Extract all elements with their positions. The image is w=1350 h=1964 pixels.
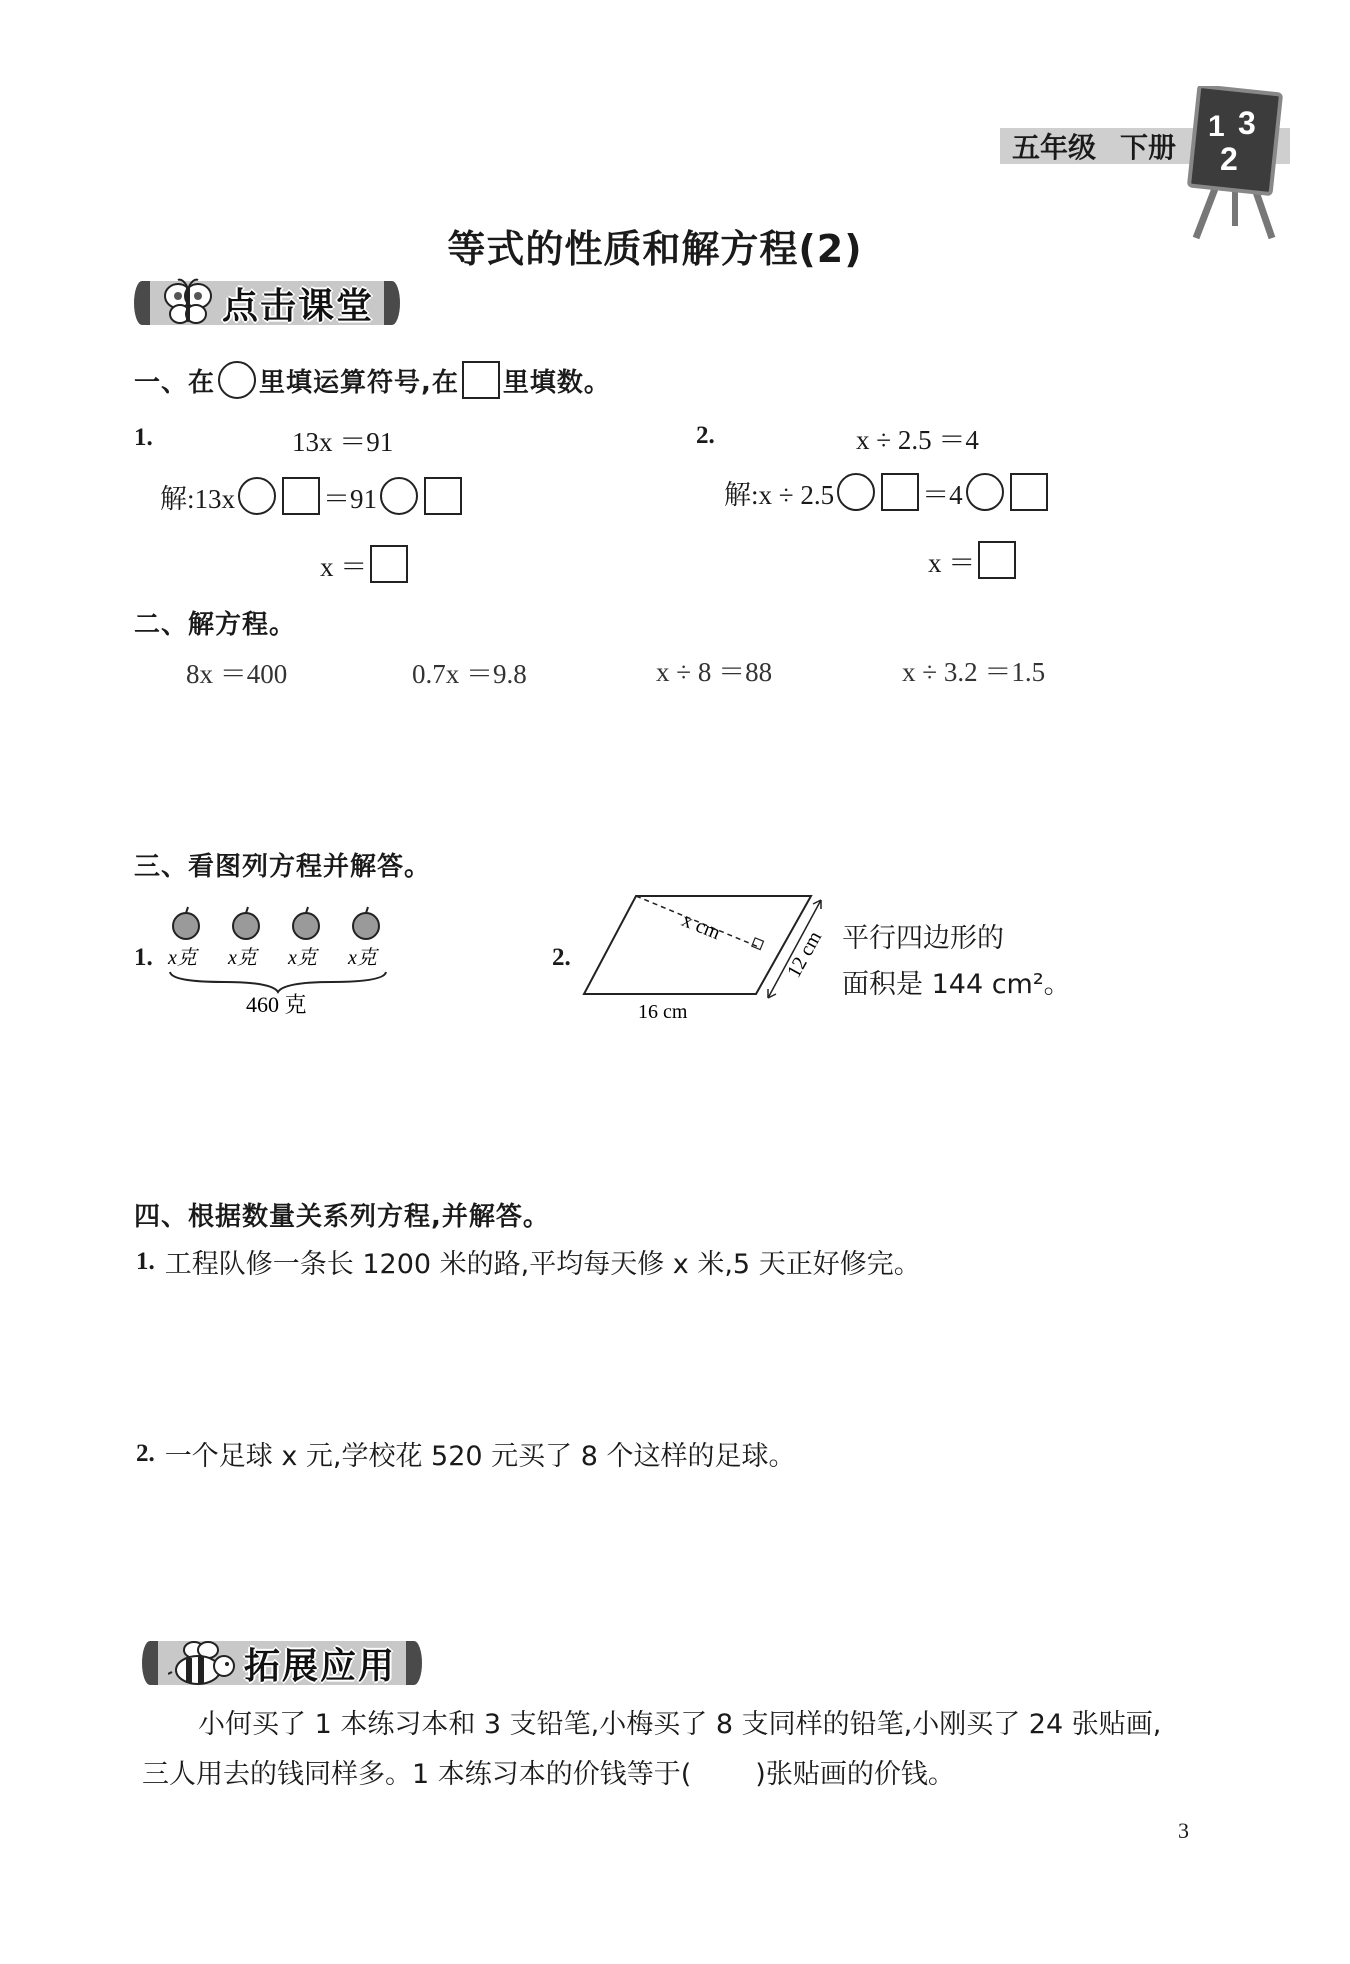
q2-equation-4: x ÷ 3.2 ＝1.5 [902, 657, 1046, 687]
butterfly-icon [160, 278, 216, 328]
banner-cap-left [142, 1641, 158, 1685]
q1-heading-mid: 里填运算符号,在 [259, 367, 459, 398]
total-brace [170, 972, 386, 992]
q1-p1-num-box-1[interactable] [282, 477, 320, 515]
banner-extension-label: 拓展应用 [244, 1645, 397, 1687]
q1-p1-op-circle-2[interactable] [380, 477, 418, 515]
q1-p1-eq-mid: ＝91 [323, 483, 378, 514]
page-number: 3 [1178, 1818, 1189, 1843]
q1-p2-solve-row [724, 468, 1051, 516]
ext-line-1: 小何买了 1 本练习本和 3 支铅笔,小梅买了 8 支同样的铅笔,小刚买了 24 张贴画, [198, 1709, 1162, 1740]
banner-cap-right [384, 281, 400, 325]
apple-icon [233, 907, 259, 939]
q1-p2-x-eq: x ＝ [928, 547, 976, 578]
q1-p1-x-eq: x ＝ [320, 551, 368, 582]
parallelogram-desc-1: 平行四边形的 [842, 923, 1004, 954]
q1-p1-op-circle-1[interactable] [238, 477, 276, 515]
apple-icon [293, 907, 319, 939]
volume-label: 下册 [1120, 131, 1177, 164]
apple-weight-label-4: x克 [348, 947, 377, 969]
banner-cap-right [406, 1641, 422, 1685]
q1-p1-equation: 13x ＝91 [292, 427, 394, 457]
q4-p2-text: 一个足球 x 元,学校花 520 元买了 8 个这样的足球。 [164, 1441, 796, 1472]
q1-p1-num-box-2[interactable] [424, 477, 462, 515]
q1-heading [134, 358, 611, 402]
q1-p1-answer-box[interactable] [370, 545, 408, 583]
q1-p2-equation: x ÷ 2.5 ＝4 [856, 425, 979, 455]
q1-p2-num-box-1[interactable] [881, 473, 919, 511]
base-label: 16 cm [638, 1001, 688, 1023]
q2-heading: 二、解方程。 [134, 610, 297, 640]
q4-p1-num: 1. [136, 1247, 155, 1275]
section-banner-class [134, 276, 400, 330]
parallelogram-desc-2: 面积是 144 cm²。 [842, 969, 1071, 1000]
square-placeholder-icon [462, 361, 500, 399]
q1-p1-x-row [320, 540, 411, 588]
q4-p2 [136, 1434, 796, 1473]
q1-p1-num: 1. [134, 424, 153, 451]
ext-line-2-b: )张贴画的价钱。 [755, 1759, 955, 1790]
section-banner-extension [142, 1636, 422, 1690]
q4-p2-num: 2. [136, 1439, 155, 1467]
ext-line-2-a: 三人用去的钱同样多。1 本练习本的价钱等于( [142, 1759, 692, 1790]
q1-p2-op-circle-2[interactable] [966, 473, 1004, 511]
q1-heading-start: 一、在 [134, 367, 216, 398]
q4-p1 [136, 1242, 921, 1281]
q1-p2-answer-box[interactable] [978, 541, 1016, 579]
banner-cap-left [134, 281, 150, 325]
q3-p2-num: 2. [552, 944, 571, 971]
diag-label: x cm [678, 909, 724, 945]
page-title: 等式的性质和解方程(2) [447, 227, 863, 271]
q3-p1-apples [164, 906, 404, 1016]
grade-label: 五年级 [1012, 131, 1097, 164]
apple-weight-label-2: x克 [228, 947, 257, 969]
apple-weight-label-3: x克 [288, 947, 317, 969]
q3-heading: 三、看图列方程并解答。 [134, 852, 432, 882]
q1-p1-solve-row [160, 472, 465, 520]
header-grade [1012, 126, 1176, 166]
q1-heading-end: 里填数。 [502, 367, 611, 398]
q1-p2-solve-prefix: 解:x ÷ 2.5 [724, 479, 835, 510]
q1-p2-num: 2. [696, 422, 715, 449]
q1-p2-num-box-2[interactable] [1010, 473, 1048, 511]
q4-p1-text: 工程队修一条长 1200 米的路,平均每天修 x 米,5 天正好修完。 [164, 1249, 921, 1280]
q2-equation-3: x ÷ 8 ＝88 [656, 657, 773, 687]
apple-icon [173, 907, 199, 939]
board-digit-2: 3 [1238, 105, 1256, 141]
board-digit-3: 2 [1220, 141, 1238, 177]
q2-equation-2: 0.7x ＝9.8 [412, 659, 527, 689]
bee-icon [168, 1638, 238, 1688]
parallelogram-figure [576, 886, 826, 1026]
q1-p2-op-circle-1[interactable] [837, 473, 875, 511]
apple-weight-label-1: x克 [168, 947, 197, 969]
apple-total-label: 460 克 [246, 992, 307, 1016]
banner-class-label: 点击课堂 [222, 285, 375, 327]
board-digit-1: 1 [1208, 110, 1225, 143]
side-label: 12 cm [782, 927, 826, 982]
q4-heading: 四、根据数量关系列方程,并解答。 [134, 1202, 550, 1232]
apple-icon [353, 907, 379, 939]
q3-p1-num: 1. [134, 944, 153, 971]
q1-p1-solve-prefix: 解:13x [160, 483, 236, 514]
q1-p2-x-row [928, 536, 1019, 584]
q2-equation-1: 8x ＝400 [186, 659, 288, 689]
circle-placeholder-icon [218, 361, 256, 399]
ext-line-2 [142, 1752, 955, 1791]
q1-p2-eq-mid: ＝4 [922, 479, 963, 510]
